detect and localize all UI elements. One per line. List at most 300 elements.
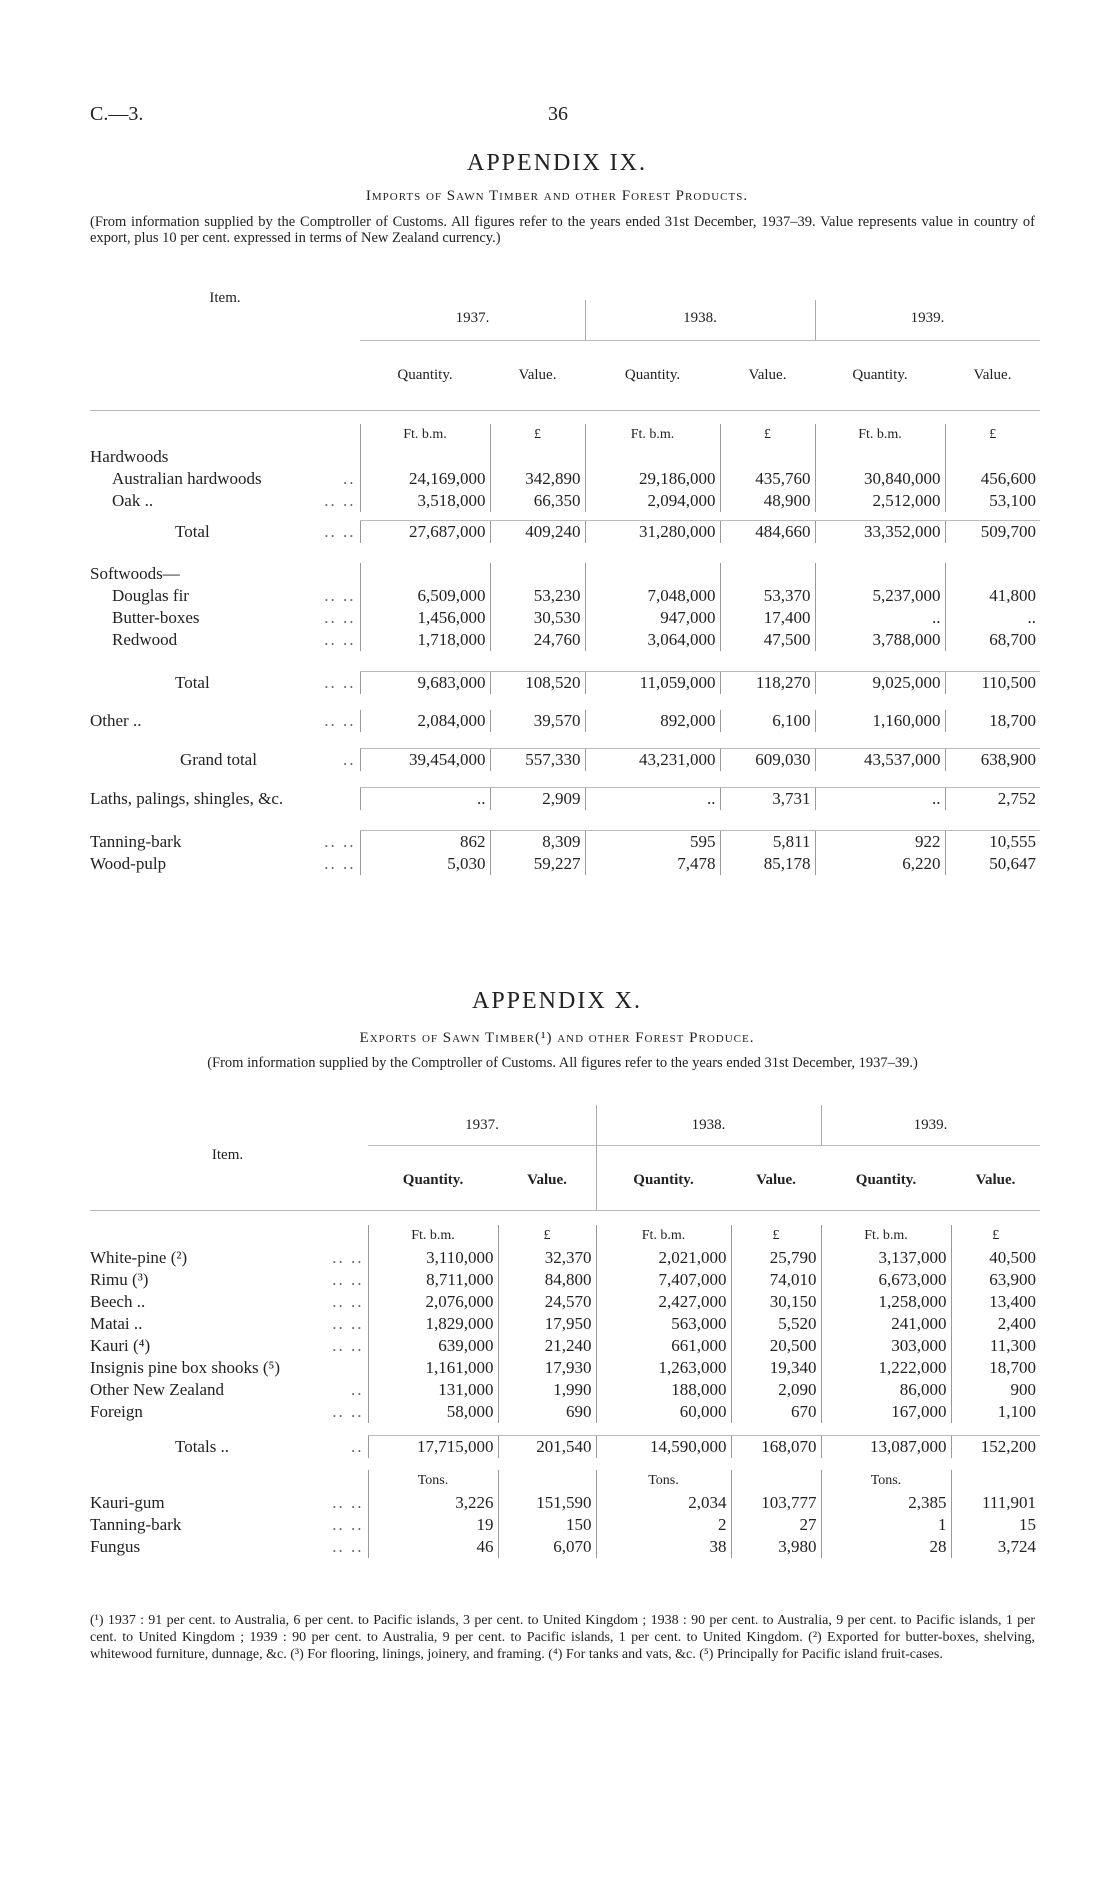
- value-cell: 2,094,000: [585, 490, 720, 512]
- row-label-text: Other ..: [90, 711, 142, 730]
- leader-dots: .. ..: [324, 630, 356, 649]
- value-cell: 110,500: [945, 672, 1040, 695]
- appendix-x-table: [90, 1225, 1040, 1558]
- table-row: [90, 490, 1040, 512]
- row-label: [90, 1335, 368, 1357]
- value-cell: 241,000: [821, 1313, 951, 1335]
- value-cell: 39,570: [490, 710, 585, 732]
- value-cell: 639,000: [368, 1335, 498, 1357]
- value-cell: 563,000: [596, 1313, 731, 1335]
- value-cell: 8,711,000: [368, 1269, 498, 1291]
- table-row: [90, 1536, 1040, 1558]
- table-row: [90, 1335, 1040, 1357]
- value-cell: 6,100: [720, 710, 815, 732]
- value-cell: 1,222,000: [821, 1357, 951, 1379]
- unit-label: £: [731, 1225, 821, 1247]
- leader-dots: .. ..: [332, 1537, 364, 1556]
- value-cell: ..: [815, 788, 945, 811]
- value-cell: [490, 446, 585, 468]
- leader-dots: .. ..: [324, 491, 356, 510]
- value-cell: [360, 446, 490, 468]
- value-cell: [720, 446, 815, 468]
- value-cell: 74,010: [731, 1269, 821, 1291]
- value-cell: 11,300: [951, 1335, 1040, 1357]
- row-label: [90, 1313, 368, 1335]
- appendix-x-value-header: Value.: [527, 1172, 567, 1188]
- value-cell: 2,385: [821, 1492, 951, 1514]
- row-label-text: Australian hardwoods: [112, 469, 262, 488]
- value-cell: 13,400: [951, 1291, 1040, 1313]
- appendix-x-qty-header: Quantity.: [633, 1172, 694, 1188]
- unit-label: £: [490, 424, 585, 446]
- row-label-text: Totals ..: [175, 1436, 230, 1456]
- row-label: [90, 788, 360, 811]
- appendix-ix-value-header: Value.: [748, 367, 787, 383]
- appendix-ix-value-header: Value.: [973, 367, 1012, 383]
- table-row: [90, 446, 1040, 468]
- leader-dots: .. ..: [324, 521, 356, 541]
- value-cell: 18,700: [951, 1357, 1040, 1379]
- value-cell: 86,000: [821, 1379, 951, 1401]
- value-cell: 168,070: [731, 1436, 821, 1459]
- unit-label: Tons.: [821, 1470, 951, 1492]
- unit-label: £: [945, 424, 1040, 446]
- value-cell: 150: [498, 1514, 596, 1536]
- value-cell: 27,687,000: [360, 521, 490, 544]
- appendix-ix-qty-header: Quantity.: [397, 367, 453, 383]
- value-cell: 3,110,000: [368, 1247, 498, 1269]
- value-cell: 24,760: [490, 629, 585, 651]
- value-cell: [585, 563, 720, 585]
- row-label-text: Wood-pulp: [90, 854, 167, 873]
- value-cell: 85,178: [720, 853, 815, 875]
- table-row: [90, 831, 1040, 854]
- value-cell: 509,700: [945, 521, 1040, 544]
- appendix-x-value-header: Value.: [756, 1172, 796, 1188]
- value-cell: 3,137,000: [821, 1247, 951, 1269]
- appendix-x-qty-header: Quantity.: [855, 1172, 917, 1188]
- spacer-cell: [90, 694, 1040, 710]
- unit-label: £: [951, 1225, 1040, 1247]
- spacer-row: [90, 694, 1040, 710]
- value-cell: 1,829,000: [368, 1313, 498, 1335]
- spacer-row: [90, 543, 1040, 563]
- value-cell: 53,370: [720, 585, 815, 607]
- unit-spacer: [90, 1470, 368, 1492]
- unit-label: Tons.: [596, 1470, 731, 1492]
- value-cell: 63,900: [951, 1269, 1040, 1291]
- table-row: [90, 468, 1040, 490]
- unit-label: Ft. b.m.: [360, 424, 490, 446]
- row-label: [90, 629, 360, 651]
- table-row: [90, 749, 1040, 772]
- appendix-ix-subtitle: Imports of Sawn Timber and other Forest Products.: [365, 188, 749, 204]
- row-label: [90, 446, 360, 468]
- row-label: [90, 1357, 368, 1379]
- unit-label: Ft. b.m.: [815, 424, 945, 446]
- row-label-text: Hardwoods: [90, 447, 169, 466]
- value-cell: 53,100: [945, 490, 1040, 512]
- value-cell: ..: [585, 788, 720, 811]
- spacer-row: [90, 1458, 1040, 1470]
- leader-dots: ..: [343, 469, 356, 488]
- table-row: [90, 1357, 1040, 1379]
- leader-dots: .. ..: [332, 1248, 364, 1267]
- value-cell: 30,150: [731, 1291, 821, 1313]
- value-cell: 24,570: [498, 1291, 596, 1313]
- spacer-cell: [90, 543, 1040, 563]
- value-cell: 690: [498, 1401, 596, 1423]
- value-cell: 3,788,000: [815, 629, 945, 651]
- value-cell: 862: [360, 831, 490, 854]
- value-cell: 43,231,000: [585, 749, 720, 772]
- leader-dots: .. ..: [332, 1515, 364, 1534]
- value-cell: 900: [951, 1379, 1040, 1401]
- row-label-text: Tanning-bark: [90, 831, 182, 851]
- value-cell: 2,034: [596, 1492, 731, 1514]
- value-cell: 1,263,000: [596, 1357, 731, 1379]
- value-cell: 108,520: [490, 672, 585, 695]
- spacer-row: [90, 1423, 1040, 1436]
- spacer-cell: [90, 732, 1040, 749]
- unit-label: £: [720, 424, 815, 446]
- value-cell: 17,715,000: [368, 1436, 498, 1459]
- table-row: [90, 607, 1040, 629]
- value-cell: 3,731: [720, 788, 815, 811]
- value-cell: 638,900: [945, 749, 1040, 772]
- value-cell: ..: [815, 607, 945, 629]
- leader-dots: .. ..: [324, 672, 356, 692]
- table-row: [90, 1247, 1040, 1269]
- value-cell: 68,700: [945, 629, 1040, 651]
- unit-label: Ft. b.m.: [821, 1225, 951, 1247]
- row-label-text: Douglas fir: [112, 586, 189, 605]
- value-cell: 2: [596, 1514, 731, 1536]
- value-cell: 47,500: [720, 629, 815, 651]
- leader-dots: .. ..: [332, 1314, 364, 1333]
- value-cell: 1,258,000: [821, 1291, 951, 1313]
- value-cell: [360, 563, 490, 585]
- value-cell: 1,456,000: [360, 607, 490, 629]
- value-cell: 6,673,000: [821, 1269, 951, 1291]
- row-label: [90, 749, 360, 772]
- value-cell: 3,064,000: [585, 629, 720, 651]
- appendix-x-subtitle: Exports of Sawn Timber(¹) and other Forest Produce.: [359, 1030, 755, 1046]
- value-cell: 8,309: [490, 831, 585, 854]
- value-cell: 2,752: [945, 788, 1040, 811]
- appendix-ix-year-1939: 1939.: [910, 310, 945, 326]
- table-row: [90, 1225, 1040, 1247]
- leader-dots: .. ..: [324, 854, 356, 873]
- spacer-row: [90, 651, 1040, 672]
- row-label: [90, 468, 360, 490]
- value-cell: 1: [821, 1514, 951, 1536]
- value-cell: ..: [945, 607, 1040, 629]
- value-cell: 43,537,000: [815, 749, 945, 772]
- row-label: [90, 710, 360, 732]
- appendix-ix-table: [90, 424, 1040, 875]
- row-label-text: Laths, palings, shingles, &c.: [90, 788, 284, 808]
- value-cell: 30,840,000: [815, 468, 945, 490]
- value-cell: 595: [585, 831, 720, 854]
- row-label-text: Kauri-gum: [90, 1493, 165, 1512]
- value-cell: 557,330: [490, 749, 585, 772]
- appendix-ix-item-header: Item.: [209, 290, 241, 306]
- table-row: [90, 1379, 1040, 1401]
- table-row: [90, 672, 1040, 695]
- value-cell: 31,280,000: [585, 521, 720, 544]
- value-cell: 2,427,000: [596, 1291, 731, 1313]
- value-cell: 2,084,000: [360, 710, 490, 732]
- value-cell: 342,890: [490, 468, 585, 490]
- table-row: [90, 1313, 1040, 1335]
- unit-label: Ft. b.m.: [596, 1225, 731, 1247]
- value-cell: [945, 446, 1040, 468]
- value-cell: 6,220: [815, 853, 945, 875]
- value-cell: 60,000: [596, 1401, 731, 1423]
- leader-dots: .. ..: [332, 1270, 364, 1289]
- table-row: [90, 629, 1040, 651]
- value-cell: 2,400: [951, 1313, 1040, 1335]
- value-cell: 41,800: [945, 585, 1040, 607]
- row-label-text: Foreign: [90, 1402, 143, 1421]
- row-label: [90, 1247, 368, 1269]
- row-label-text: Fungus: [90, 1537, 141, 1556]
- value-cell: 2,021,000: [596, 1247, 731, 1269]
- row-label: [90, 1492, 368, 1514]
- value-cell: 167,000: [821, 1401, 951, 1423]
- table-row: [90, 521, 1040, 544]
- value-cell: 456,600: [945, 468, 1040, 490]
- value-cell: 5,811: [720, 831, 815, 854]
- value-cell: 14,590,000: [596, 1436, 731, 1459]
- leader-dots: .. ..: [332, 1336, 364, 1355]
- value-cell: 7,478: [585, 853, 720, 875]
- appendix-x-value-header: Value.: [975, 1172, 1016, 1188]
- value-cell: 13,087,000: [821, 1436, 951, 1459]
- value-cell: 947,000: [585, 607, 720, 629]
- value-cell: 15: [951, 1514, 1040, 1536]
- value-cell: 5,030: [360, 853, 490, 875]
- value-cell: 19: [368, 1514, 498, 1536]
- table-row: [90, 585, 1040, 607]
- value-cell: 188,000: [596, 1379, 731, 1401]
- table-row: [90, 853, 1040, 875]
- value-cell: 1,990: [498, 1379, 596, 1401]
- spacer-cell: [90, 771, 1040, 788]
- row-label-text: Rimu (³): [90, 1270, 149, 1289]
- row-label-text: Redwood: [112, 630, 178, 649]
- value-cell: 5,237,000: [815, 585, 945, 607]
- value-cell: 17,950: [498, 1313, 596, 1335]
- value-cell: 661,000: [596, 1335, 731, 1357]
- row-label: [90, 490, 360, 512]
- leader-dots: .. ..: [324, 608, 356, 627]
- value-cell: 409,240: [490, 521, 585, 544]
- value-cell: [945, 563, 1040, 585]
- appendix-ix-qty-header: Quantity.: [852, 367, 908, 383]
- appendix-ix-year-1937: 1937.: [455, 310, 490, 326]
- value-cell: 1,160,000: [815, 710, 945, 732]
- value-cell: 17,930: [498, 1357, 596, 1379]
- value-cell: 201,540: [498, 1436, 596, 1459]
- value-cell: 11,059,000: [585, 672, 720, 695]
- leader-dots: .. ..: [332, 1493, 364, 1512]
- row-label: [90, 521, 360, 544]
- value-cell: 6,070: [498, 1536, 596, 1558]
- appendix-x-title: APPENDIX X.: [471, 988, 642, 1014]
- row-label-text: Tanning-bark: [90, 1515, 182, 1534]
- value-cell: 435,760: [720, 468, 815, 490]
- value-cell: 103,777: [731, 1492, 821, 1514]
- leader-dots: ..: [351, 1436, 364, 1456]
- value-cell: 922: [815, 831, 945, 854]
- unit-label: [951, 1470, 1040, 1492]
- row-label-text: Total: [175, 521, 210, 541]
- row-label-text: Kauri (⁴): [90, 1336, 151, 1355]
- value-cell: 3,724: [951, 1536, 1040, 1558]
- table-row: [90, 1269, 1040, 1291]
- row-label: [90, 831, 360, 854]
- row-label: [90, 1379, 368, 1401]
- value-cell: 5,520: [731, 1313, 821, 1335]
- row-label-text: White-pine (²): [90, 1248, 188, 1267]
- spacer-cell: [90, 651, 1040, 672]
- leader-dots: .. ..: [324, 711, 356, 730]
- appendix-x-footnotes: (¹) 1937 : 91 per cent. to Australia, 6 per cent. to Pacific islands, 3 per cent. to United Kingdom ; 1938 : 90 per cent. to Australia, 9 per cent. to Pacific islands, 1 per cent. to United Kingdom ; 1939 : 90 per cent. to Australia, 9 per cent. to Pacific islands, 1 per cent. to United Kingdom. (²) Exported for butter-boxes, shelving, whitewood furniture, dunnage, &c. (³) For flooring, linings, joinery, and framing. (⁴) For tanks and vats, &c. (⁵) Principally for Pacific island fruit-cases.: [90, 1613, 1035, 1662]
- value-cell: 609,030: [720, 749, 815, 772]
- value-cell: 10,555: [945, 831, 1040, 854]
- row-label: [90, 1536, 368, 1558]
- table-row: [90, 788, 1040, 811]
- spacer-row: [90, 810, 1040, 831]
- value-cell: 118,270: [720, 672, 815, 695]
- value-cell: 2,512,000: [815, 490, 945, 512]
- row-label-text: Insignis pine box shooks (⁵): [90, 1358, 281, 1377]
- appendix-ix-note: (From information supplied by the Comptroller of Customs. All figures refer to the years ended 31st December, 1937–39. Value represents value in country of export, plus 10 per cent. expressed in terms of New Zealand currency.): [90, 214, 1035, 246]
- value-cell: 33,352,000: [815, 521, 945, 544]
- appendix-ix-year-1938: 1938.: [683, 310, 717, 326]
- value-cell: 29,186,000: [585, 468, 720, 490]
- value-cell: 303,000: [821, 1335, 951, 1357]
- unit-label: [731, 1470, 821, 1492]
- table-row: [90, 1401, 1040, 1423]
- unit-spacer: [90, 424, 360, 446]
- value-cell: 1,718,000: [360, 629, 490, 651]
- appendix-ix-title: APPENDIX IX.: [467, 150, 647, 176]
- value-cell: 38: [596, 1536, 731, 1558]
- value-cell: [815, 446, 945, 468]
- value-cell: 84,800: [498, 1269, 596, 1291]
- value-cell: 48,900: [720, 490, 815, 512]
- appendix-ix-qty-header: Quantity.: [624, 367, 681, 383]
- spacer-cell: [90, 512, 1040, 521]
- table-row: [90, 1291, 1040, 1313]
- value-cell: 9,025,000: [815, 672, 945, 695]
- appendix-x-year-1939: 1939.: [913, 1117, 948, 1133]
- value-cell: 151,590: [498, 1492, 596, 1514]
- unit-label: £: [498, 1225, 596, 1247]
- row-label: [90, 853, 360, 875]
- row-label: [90, 672, 360, 695]
- table-row: [90, 1492, 1040, 1514]
- value-cell: 3,226: [368, 1492, 498, 1514]
- value-cell: 7,048,000: [585, 585, 720, 607]
- spacer-row: [90, 771, 1040, 788]
- spacer-cell: [90, 1458, 1040, 1470]
- value-cell: [815, 563, 945, 585]
- unit-label: Ft. b.m.: [368, 1225, 498, 1247]
- spacer-row: [90, 732, 1040, 749]
- row-label-text: Butter-boxes: [112, 608, 200, 627]
- value-cell: 24,169,000: [360, 468, 490, 490]
- value-cell: 3,980: [731, 1536, 821, 1558]
- value-cell: 27: [731, 1514, 821, 1536]
- value-cell: 9,683,000: [360, 672, 490, 695]
- value-cell: 59,227: [490, 853, 585, 875]
- row-label-text: Oak ..: [112, 491, 154, 510]
- report-reference: C.—3.: [90, 103, 144, 125]
- spacer-cell: [90, 1423, 1040, 1436]
- appendix-x-year-1937: 1937.: [465, 1117, 499, 1133]
- value-cell: 2,909: [490, 788, 585, 811]
- value-cell: 25,790: [731, 1247, 821, 1269]
- table-row: [90, 563, 1040, 585]
- row-label-text: Grand total: [180, 749, 257, 769]
- row-label: [90, 1514, 368, 1536]
- row-label: [90, 1436, 368, 1459]
- appendix-x-year-1938: 1938.: [691, 1117, 726, 1133]
- table-row: [90, 1436, 1040, 1459]
- row-label-text: Total: [175, 672, 210, 692]
- table-row: [90, 710, 1040, 732]
- leader-dots: ..: [351, 1380, 364, 1399]
- value-cell: 19,340: [731, 1357, 821, 1379]
- value-cell: [490, 563, 585, 585]
- unit-label: [498, 1470, 596, 1492]
- value-cell: 670: [731, 1401, 821, 1423]
- value-cell: 1,161,000: [368, 1357, 498, 1379]
- value-cell: 111,901: [951, 1492, 1040, 1514]
- unit-label: Tons.: [368, 1470, 498, 1492]
- value-cell: 20,500: [731, 1335, 821, 1357]
- unit-spacer: [90, 1225, 368, 1247]
- value-cell: 892,000: [585, 710, 720, 732]
- value-cell: 2,076,000: [368, 1291, 498, 1313]
- row-label: [90, 1269, 368, 1291]
- row-label-text: Matai ..: [90, 1314, 143, 1333]
- value-cell: [585, 446, 720, 468]
- table-row: [90, 424, 1040, 446]
- value-cell: 152,200: [951, 1436, 1040, 1459]
- row-label: [90, 563, 360, 585]
- row-label: [90, 1401, 368, 1423]
- value-cell: 30,530: [490, 607, 585, 629]
- appendix-ix-value-header: Value.: [518, 367, 557, 383]
- row-label-text: Beech ..: [90, 1292, 146, 1311]
- value-cell: 3,518,000: [360, 490, 490, 512]
- appendix-x-note: (From information supplied by the Comptroller of Customs. All figures refer to the years ended 31st December, 1937–39.): [207, 1055, 918, 1071]
- spacer-cell: [90, 810, 1040, 831]
- row-label: [90, 585, 360, 607]
- value-cell: 39,454,000: [360, 749, 490, 772]
- value-cell: 7,407,000: [596, 1269, 731, 1291]
- leader-dots: ..: [343, 749, 356, 769]
- value-cell: 484,660: [720, 521, 815, 544]
- unit-label: Ft. b.m.: [585, 424, 720, 446]
- value-cell: 2,090: [731, 1379, 821, 1401]
- leader-dots: .. ..: [332, 1292, 364, 1311]
